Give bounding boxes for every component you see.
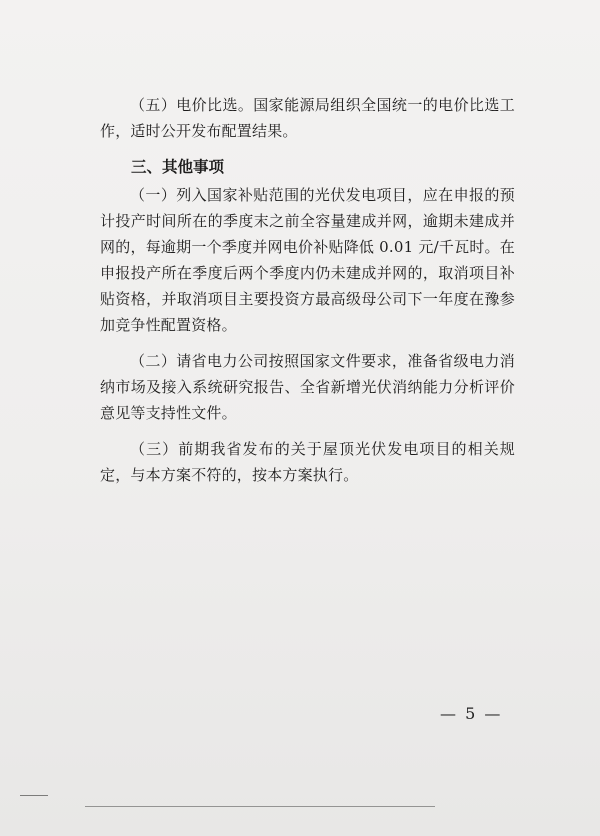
paragraph-item-three: （三）前期我省发布的关于屋顶光伏发电项目的相关规定，与本方案不符的，按本方案执行。 — [100, 440, 515, 484]
paragraph-item-one: （一）列入国家补贴范围的光伏发电项目，应在申报的预计投产时间所在的季度末之前全容量建成并网，逾期未建成并网的，每逾期一个季度并网电价补贴降低 0.01 元/千瓦时。在申报投产所在季度后两个季度内仍未建成并网的，取消项目补贴资格，并取消项目主要投资方最高级母公司下一年度在豫参加竞争性配置资格。 — [100, 186, 515, 334]
footer-rule — [85, 806, 435, 807]
paragraph-price-selection: （五）电价比选。国家能源局组织全国统一的电价比选工作，适时公开发布配置结果。 — [100, 96, 515, 140]
paragraph-item-two: （二）请省电力公司按照国家文件要求，准备省级电力消纳市场及接入系统研究报告、全省新增光伏消纳能力分析评价意见等支持性文件。 — [100, 352, 515, 422]
section-heading-other-matters: 三、其他事项 — [131, 157, 225, 176]
page-number: — 5 — — [440, 704, 503, 723]
document-body — [100, 92, 515, 498]
footer-mark — [20, 795, 48, 796]
